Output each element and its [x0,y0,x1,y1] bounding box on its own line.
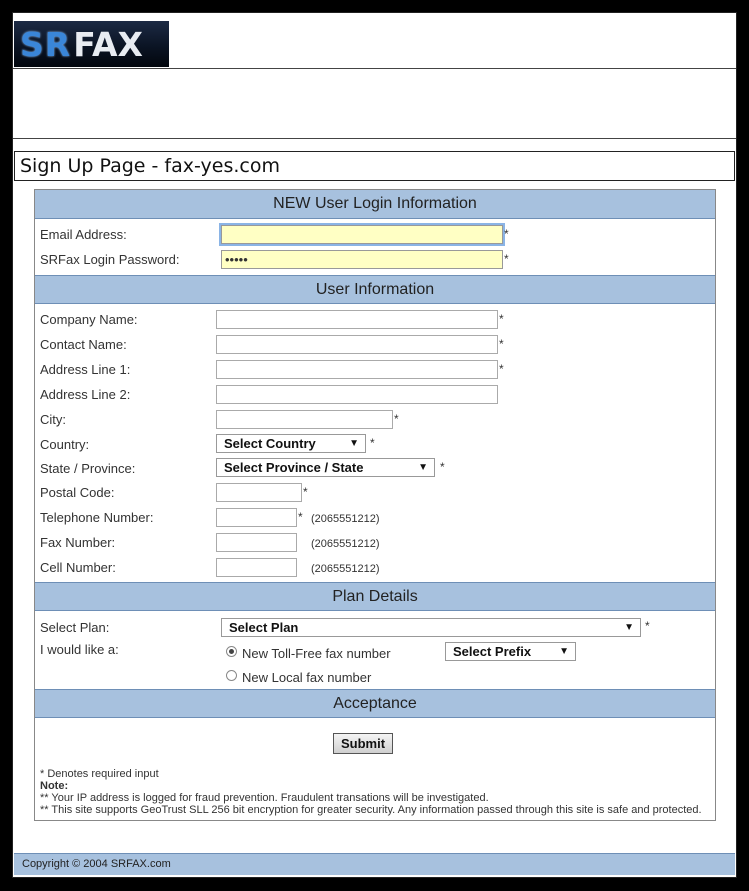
state-select-value: Select Province / State [224,460,364,475]
footer-copyright: Copyright © 2004 SRFAX.com [14,853,735,875]
prefix-select[interactable] [445,642,576,661]
state-label: State / Province: [40,461,136,476]
address1-input[interactable] [216,360,498,379]
company-input[interactable] [216,310,498,329]
prefix-select-value: Select Prefix [453,644,532,659]
required-mark: * [499,362,504,376]
dropdown-arrow-icon: ▼ [418,462,428,473]
address1-label: Address Line 1: [40,362,131,377]
fax-label: Fax Number: [40,535,116,550]
password-label: SRFax Login Password: [40,252,180,267]
required-mark: * [504,227,509,241]
city-label: City: [40,412,66,427]
phone-label: Telephone Number: [40,510,154,525]
page-container [12,12,737,878]
local-radio[interactable] [226,670,237,681]
banner-area [13,69,736,139]
company-label: Company Name: [40,312,138,327]
cell-hint: (2065551212) [311,563,380,575]
note-ip: ** Your IP address is logged for fraud prevention. Fraudulent transations will be investigated. [40,792,489,804]
country-select[interactable] [216,434,366,453]
required-mark: * [303,485,308,499]
logo-sr-text: SR [20,24,72,64]
tollfree-radio[interactable] [226,646,237,657]
plan-select[interactable] [221,618,641,637]
section-header-login: NEW User Login Information [35,190,715,219]
section-header-plan: Plan Details [35,582,715,611]
postal-label: Postal Code: [40,485,115,500]
phone-hint: (2065551212) [311,513,380,525]
note-encryption: ** This site supports GeoTrust SLL 256 bit encryption for greater security. Any information passed through this site is safe and protected. [40,804,702,816]
logo-fax-text: FAX [73,24,143,64]
contact-label: Contact Name: [40,337,127,352]
required-mark: * [370,436,375,450]
dropdown-arrow-icon: ▼ [624,622,634,633]
phone-input[interactable] [216,508,297,527]
address2-label: Address Line 2: [40,387,131,402]
email-input[interactable] [221,225,503,244]
local-option-label[interactable]: New Local fax number [242,670,372,685]
notes-block [40,768,702,816]
password-input[interactable]: ••••• [221,250,503,269]
required-mark: * [298,510,303,524]
country-label: Country: [40,437,90,452]
required-mark: * [394,412,399,426]
required-mark: * [499,337,504,351]
cell-label: Cell Number: [40,560,116,575]
fax-input[interactable] [216,533,297,552]
email-label: Email Address: [40,227,127,242]
contact-input[interactable] [216,335,498,354]
required-mark: * [440,460,445,474]
country-select-value: Select Country [224,436,316,451]
would-like-label: I would like a: [40,642,119,657]
page-title: Sign Up Page - fax-yes.com [14,151,735,181]
required-mark: * [499,312,504,326]
logo-bar [13,13,736,69]
required-mark: * [504,252,509,266]
address2-input[interactable] [216,385,498,404]
plan-select-value: Select Plan [229,620,299,635]
postal-input[interactable] [216,483,302,502]
cell-input[interactable] [216,558,297,577]
dropdown-arrow-icon: ▼ [349,438,359,449]
required-note: * Denotes required input [40,768,159,780]
section-header-acceptance: Acceptance [35,689,715,718]
select-plan-label: Select Plan: [40,620,110,635]
city-input[interactable] [216,410,393,429]
note-title: Note: [40,780,69,792]
tollfree-option-label[interactable]: New Toll-Free fax number [242,646,391,661]
submit-button[interactable]: Submit [333,733,393,754]
fax-hint: (2065551212) [311,538,380,550]
signup-form [34,189,716,821]
dropdown-arrow-icon: ▼ [559,646,569,657]
srfax-logo[interactable] [14,21,169,67]
section-header-user: User Information [35,275,715,304]
required-mark: * [645,619,650,633]
state-select[interactable] [216,458,435,477]
